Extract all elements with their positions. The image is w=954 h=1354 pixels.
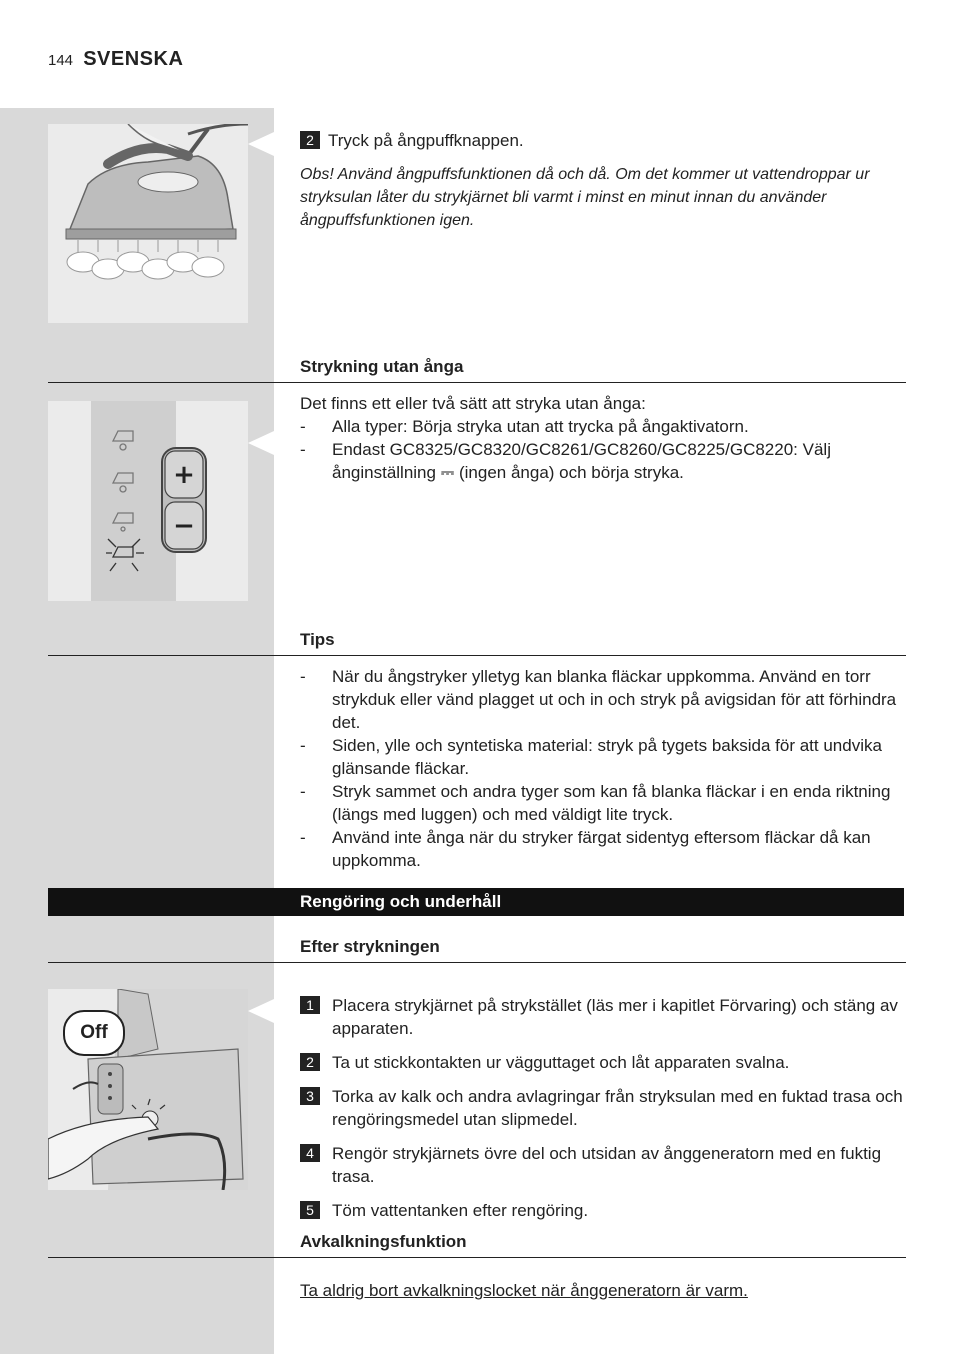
figure-pointer — [248, 431, 274, 455]
tips-list — [300, 665, 906, 872]
minus-icon: − — [173, 511, 195, 541]
page-header — [48, 48, 183, 71]
list-item: - Stryk sammet och andra tyger som kan få blanka fläckar i en enda riktning (längs med luggen) och med väldigt lite tryck. — [300, 782, 891, 824]
plus-icon: + — [173, 460, 195, 490]
unplug-illustration — [48, 989, 248, 1190]
section-rule — [48, 1257, 906, 1258]
iron-steam-icon — [48, 124, 248, 323]
list-item: - Siden, ylle och syntetiska material: stryk på tygets baksida för att undvika glänsande fläckar. — [300, 736, 882, 778]
step-text: Tryck på ångpuffknappen. — [328, 131, 524, 150]
chapter-title: Rengöring och underhåll — [300, 892, 502, 911]
section-rule — [48, 382, 906, 383]
step-text: Torka av kalk och andra avlagringar från stryksulan med en fuktad trasa och rengöringsmedel utan slipmedel. — [332, 1087, 903, 1129]
steam-iron-illustration — [48, 124, 248, 323]
cleaning-step — [300, 1051, 906, 1074]
chapter-bar — [48, 888, 904, 916]
figure-pointer — [248, 999, 274, 1023]
section-heading-no-steam: Strykning utan ånga — [300, 357, 464, 376]
steam-control-panel-icon — [48, 401, 248, 601]
step-text: Ta ut stickkontakten ur vägguttaget och låt apparaten svalna. — [332, 1053, 790, 1072]
steam-control-illustration — [48, 401, 248, 601]
list-item: - Alla typer: Börja stryka utan att trycka på ångaktivatorn. — [300, 417, 749, 436]
step-text: Rengör strykjärnets övre del och utsidan av ånggeneratorn med en fuktig trasa. — [332, 1144, 882, 1186]
section-rule — [48, 655, 906, 656]
cleaning-step — [300, 1199, 906, 1222]
list-item: - Endast GC8325/GC8320/GC8261/GC8260/GC8225/GC8220: Välj ånginställning ⎓ (ingen ånga) och börja stryka. — [300, 440, 831, 482]
section-heading-descaling: Avkalkningsfunktion — [300, 1232, 467, 1251]
steam-puff-step — [300, 129, 906, 152]
cleaning-step — [300, 1085, 906, 1131]
section-rule — [48, 962, 906, 963]
step-number-badge: 1 — [300, 996, 320, 1014]
list-item: - Använd inte ånga när du stryker färgat sidentyg eftersom fläckar då kan uppkomma. — [300, 828, 871, 870]
step-number-badge: 5 — [300, 1201, 320, 1219]
step-number-badge: 2 — [300, 131, 320, 149]
step-number-badge: 2 — [300, 1053, 320, 1071]
step-number-badge: 4 — [300, 1144, 320, 1162]
section-heading-after-ironing: Efter strykningen — [300, 937, 440, 956]
page-number: 144 — [48, 52, 74, 69]
step-text: Töm vattentanken efter rengöring. — [332, 1201, 589, 1220]
list-item: - När du ångstryker ylletyg kan blanka fläckar uppkomma. Använd en torr strykduk eller vänd plagget ut och in och stryk på avigsidan för att förhindra det. — [300, 667, 897, 732]
cleaning-step — [300, 994, 906, 1040]
step-number-badge: 3 — [300, 1087, 320, 1105]
no-steam-content — [300, 392, 906, 484]
steam-puff-note: Obs! Använd ångpuffsfunktionen då och då. Om det kommer ut vattendroppar ur stryksulan låter du strykjärnet bli varmt i minst en minut innan du använder ångpuffsfunktionen igen. — [300, 166, 870, 229]
step-text: Placera strykjärnet på strykstället (läs mer i kapitlet Förvaring) och stäng av apparaten. — [332, 996, 898, 1038]
no-steam-intro: Det finns ett eller två sätt att stryka utan ånga: — [300, 394, 646, 413]
section-heading-tips: Tips — [300, 630, 335, 649]
cleaning-step — [300, 1142, 906, 1188]
language-title: SVENSKA — [83, 48, 184, 70]
off-label-badge: Off — [63, 1010, 125, 1056]
figure-pointer — [248, 132, 274, 156]
descale-warning: Ta aldrig bort avkalkningslocket när ånggeneratorn är varm. — [300, 1281, 748, 1300]
